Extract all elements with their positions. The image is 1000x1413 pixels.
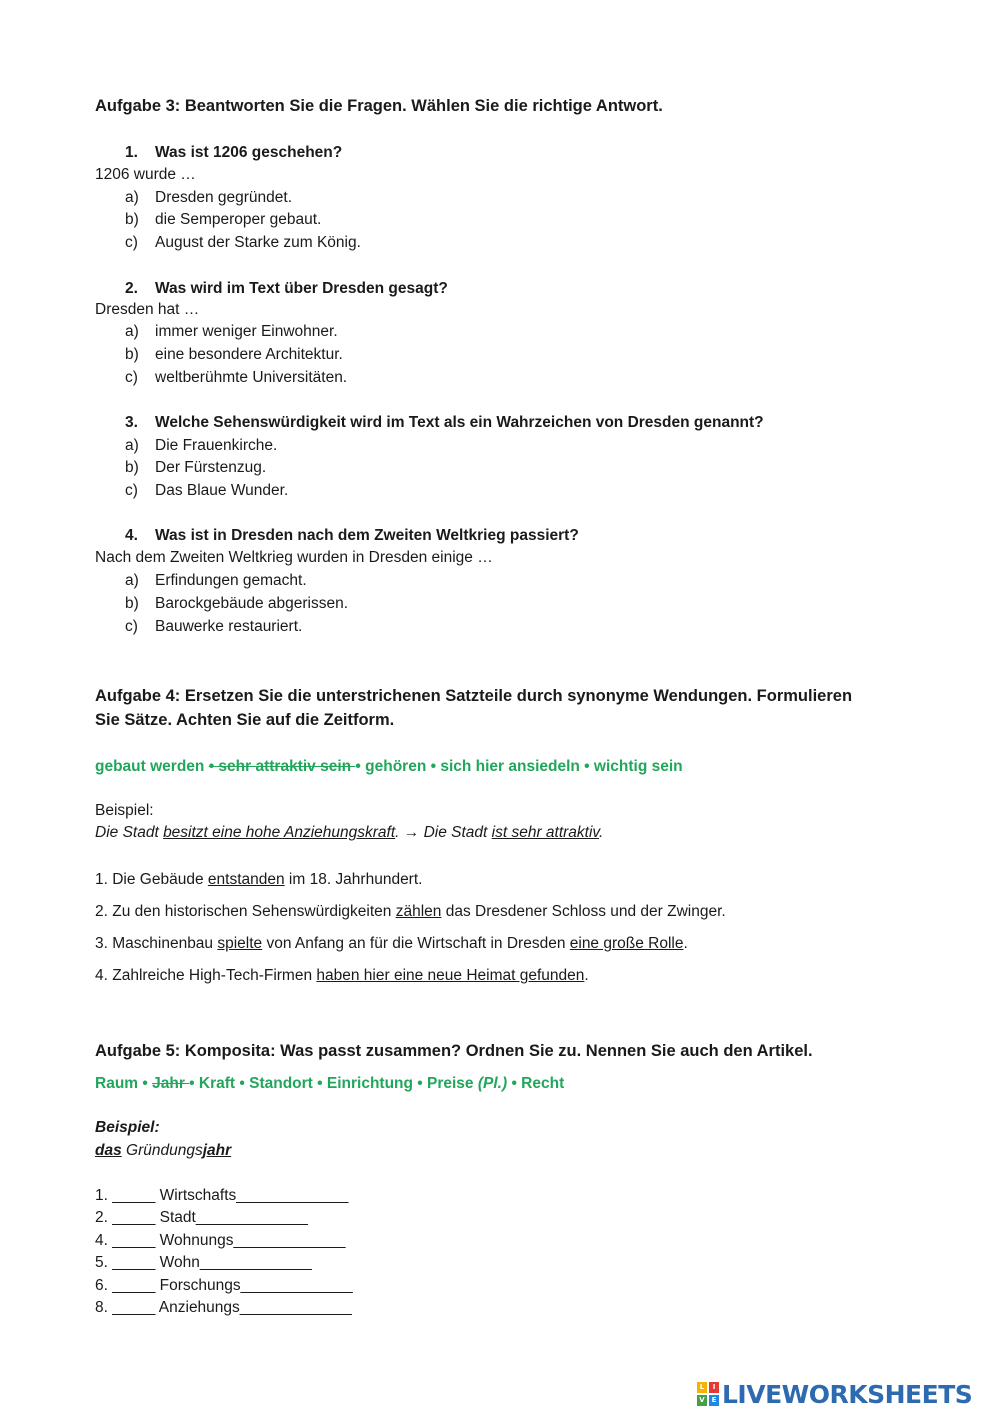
answer-option[interactable]: b) die Semperoper gebaut. [125, 211, 322, 228]
task5-example: das Gründungsjahr [95, 1142, 232, 1159]
answer-option[interactable]: a) Dresden gegründet. [125, 189, 293, 206]
answer-option[interactable]: b) Der Fürstenzug. [125, 459, 267, 476]
question-lead: Dresden hat … [95, 301, 200, 318]
task5-item[interactable]: 5. _____ Wohn_____________ [95, 1254, 312, 1271]
task4-sentence-3: 3. Maschinenbau spielte von Anfang an für die Wirtschaft in Dresden eine große Rolle. [95, 935, 688, 952]
task5-word-bank: Raum • Jahr • Kraft • Standort • Einrichtung • Preise (Pl.) • Recht [95, 1075, 565, 1092]
used-word: Jahr [152, 1075, 190, 1092]
question-lead: 1206 wurde … [95, 166, 196, 183]
logo-squares-icon: L I V E [697, 1382, 719, 1406]
answer-option[interactable]: a) Die Frauenkirche. [125, 437, 278, 454]
task4-sentence-1: 1. Die Gebäude entstanden im 18. Jahrhundert. [95, 871, 423, 888]
question-text: 2. Was wird im Text über Dresden gesagt? [125, 280, 448, 297]
question-lead: Nach dem Zweiten Weltkrieg wurden in Dresden einige … [95, 549, 493, 566]
task3-title: Aufgabe 3: Beantworten Sie die Fragen. Wählen Sie die richtige Antwort. [95, 97, 663, 115]
task5-title: Aufgabe 5: Komposita: Was passt zusammen? Ordnen Sie zu. Nennen Sie auch den Artikel. [95, 1042, 813, 1060]
logo-text: LIVEWORKSHEETS [722, 1379, 973, 1409]
task4-example-label: Beispiel: [95, 802, 154, 819]
question-text: 3. Welche Sehenswürdigkeit wird im Text als ein Wahrzeichen von Dresden genannt? [125, 414, 764, 431]
task5-item[interactable]: 4. _____ Wohnungs_____________ [95, 1232, 346, 1249]
task4-sentence-2: 2. Zu den historischen Sehenswürdigkeiten zählen das Dresdener Schloss und der Zwinger. [95, 903, 726, 920]
question-text: 4. Was ist in Dresden nach dem Zweiten Weltkrieg passiert? [125, 527, 579, 544]
task5-item[interactable]: 1. _____ Wirtschafts_____________ [95, 1187, 349, 1204]
task4-sentence-4: 4. Zahlreiche High-Tech-Firmen haben hier eine neue Heimat gefunden. [95, 967, 589, 984]
liveworksheets-logo [697, 1381, 972, 1407]
task5-example-label: Beispiel: [95, 1119, 160, 1136]
answer-option[interactable]: a) Erfindungen gemacht. [125, 572, 307, 589]
answer-option[interactable]: c) August der Starke zum König. [125, 234, 361, 251]
used-word: • sehr attraktiv sein [208, 758, 356, 775]
task5-item[interactable]: 2. _____ Stadt_____________ [95, 1209, 308, 1226]
answer-option[interactable]: c) Das Blaue Wunder. [125, 482, 289, 499]
answer-option[interactable]: b) Barockgebäude abgerissen. [125, 595, 349, 612]
task4-example: Die Stadt besitzt eine hohe Anziehungskraft. → Die Stadt ist sehr attraktiv. [95, 824, 604, 841]
task4-word-bank: gebaut werden • sehr attraktiv sein • gehören • sich hier ansiedeln • wichtig sein [95, 758, 683, 775]
task5-item[interactable]: 8. _____ Anziehungs_____________ [95, 1299, 352, 1316]
task4-title-line1: Aufgabe 4: Ersetzen Sie die unterstrichenen Satzteile durch synonyme Wendungen. Formulieren [95, 687, 853, 705]
arrow-right-icon: → [403, 824, 420, 841]
task5-item[interactable]: 6. _____ Forschungs_____________ [95, 1277, 353, 1294]
answer-option[interactable]: c) Bauwerke restauriert. [125, 618, 303, 635]
task4-title-line2: Sie Sätze. Achten Sie auf die Zeitform. [95, 711, 395, 729]
answer-option[interactable]: a) immer weniger Einwohner. [125, 323, 338, 340]
answer-option[interactable]: c) weltberühmte Universitäten. [125, 369, 348, 386]
question-text: 1. Was ist 1206 geschehen? [125, 144, 343, 161]
answer-option[interactable]: b) eine besondere Architektur. [125, 346, 343, 363]
